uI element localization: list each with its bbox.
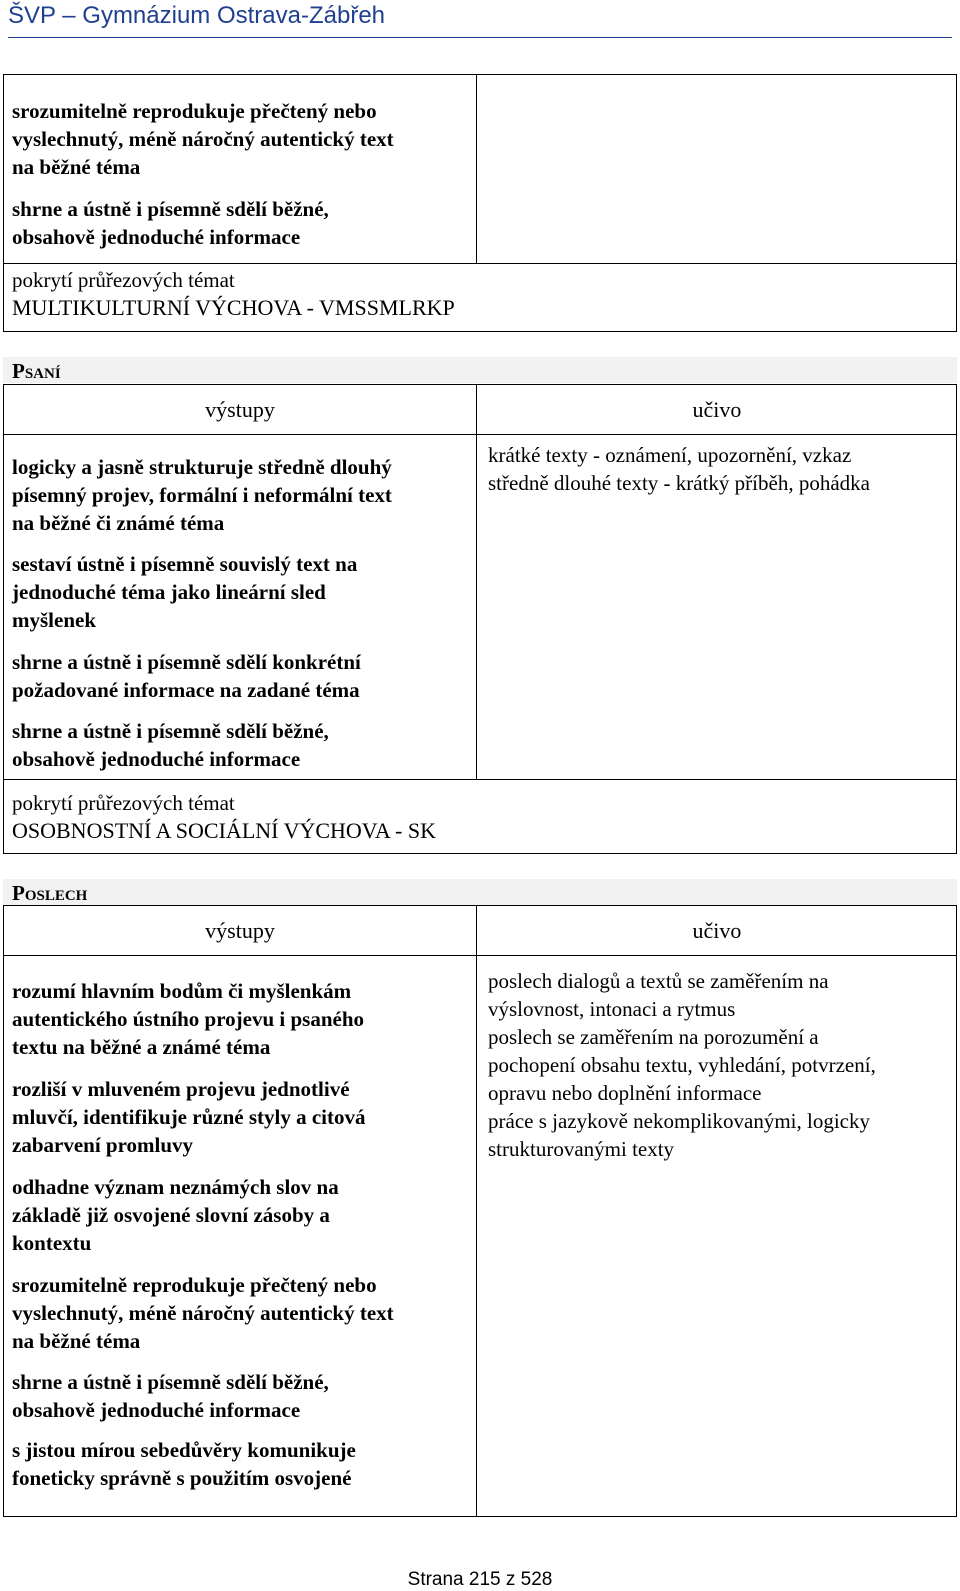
poslech-column-divider (476, 905, 477, 1517)
psani-content-1: krátké texty - oznámení, upozornění, vzkaz (488, 443, 852, 467)
psani-output-1: logicky a jasně strukturuje středně dlouhý písemný projev, formální i neformální text na běžné či známé téma (12, 455, 392, 535)
document-header-title: ŠVP – Gymnázium Ostrava-Zábřeh (8, 2, 386, 29)
psani-coverage-label: pokrytí průřezových témat (12, 791, 235, 815)
psani-coverage-divider (3, 779, 957, 780)
psani-content-2: středně dlouhé texty - krátký příběh, pohádka (488, 471, 870, 495)
poslech-content-2: poslech se zaměřením na porozumění a pochopení obsahu textu, vyhledání, potvrzení, opravu nebo doplnění informace (488, 1025, 876, 1105)
poslech-col-content-header: učivo (692, 918, 742, 943)
poslech-content-3: práce s jazykově nekomplikovanými, logicky strukturovanými texty (488, 1109, 870, 1161)
poslech-col-outputs-header: výstupy (205, 918, 275, 943)
header-rule (8, 37, 952, 38)
psani-section-bar (3, 357, 957, 383)
top-coverage-value: MULTIKULTURNÍ VÝCHOVA - VMSSMLRKP (12, 295, 455, 320)
poslech-section-bar (3, 879, 957, 905)
poslech-output-2: rozliší v mluveném projevu jednotlivé mluvčí, identifikuje různé styly a citová zabarvení promluvy (12, 1077, 366, 1157)
poslech-section-title: Poslech (12, 881, 88, 905)
psani-coverage-value: OSOBNOSTNÍ A SOCIÁLNÍ VÝCHOVA - SK (12, 818, 436, 843)
poslech-output-3: odhadne význam neznámých slov na základě již osvojené slovní zásoby a kontextu (12, 1175, 339, 1255)
psani-col-content-header: učivo (692, 397, 742, 422)
poslech-output-5: shrne a ústně i písemně sdělí běžné, obsahově jednoduché informace (12, 1370, 329, 1422)
psani-output-3: shrne a ústně i písemně sdělí konkrétní požadované informace na zadané téma (12, 650, 361, 702)
top-block-column-divider (476, 74, 477, 264)
top-output-1: srozumitelně reprodukuje přečtený nebo vyslechnutý, méně náročný autentický text na běžné téma (12, 99, 394, 179)
psani-section-title: Psaní (12, 359, 61, 383)
top-block-coverage-divider (3, 263, 957, 264)
page-number: Strana 215 z 528 (407, 1569, 553, 1590)
psani-column-divider (476, 384, 477, 780)
poslech-output-6: s jistou mírou sebedůvěry komunikuje foneticky správně s použitím osvojené (12, 1438, 356, 1490)
poslech-header-divider (3, 955, 957, 956)
poslech-output-4: srozumitelně reprodukuje přečtený nebo vyslechnutý, méně náročný autentický text na běžné téma (12, 1273, 394, 1353)
top-output-2: shrne a ústně i písemně sdělí běžné, obsahově jednoduché informace (12, 197, 329, 249)
poslech-content-1: poslech dialogů a textů se zaměřením na výslovnost, intonaci a rytmus (488, 969, 829, 1021)
poslech-output-1: rozumí hlavním bodům či myšlenkám autentického ústního projevu i psaného textu na běžné a známé téma (12, 979, 365, 1059)
psani-col-outputs-header: výstupy (205, 397, 275, 422)
top-coverage-label: pokrytí průřezových témat (12, 268, 235, 292)
psani-header-divider (3, 434, 957, 435)
psani-output-4: shrne a ústně i písemně sdělí běžné, obsahově jednoduché informace (12, 719, 329, 771)
psani-output-2: sestaví ústně i písemně souvislý text na jednoduché téma jako lineární sled myšlenek (12, 552, 358, 632)
